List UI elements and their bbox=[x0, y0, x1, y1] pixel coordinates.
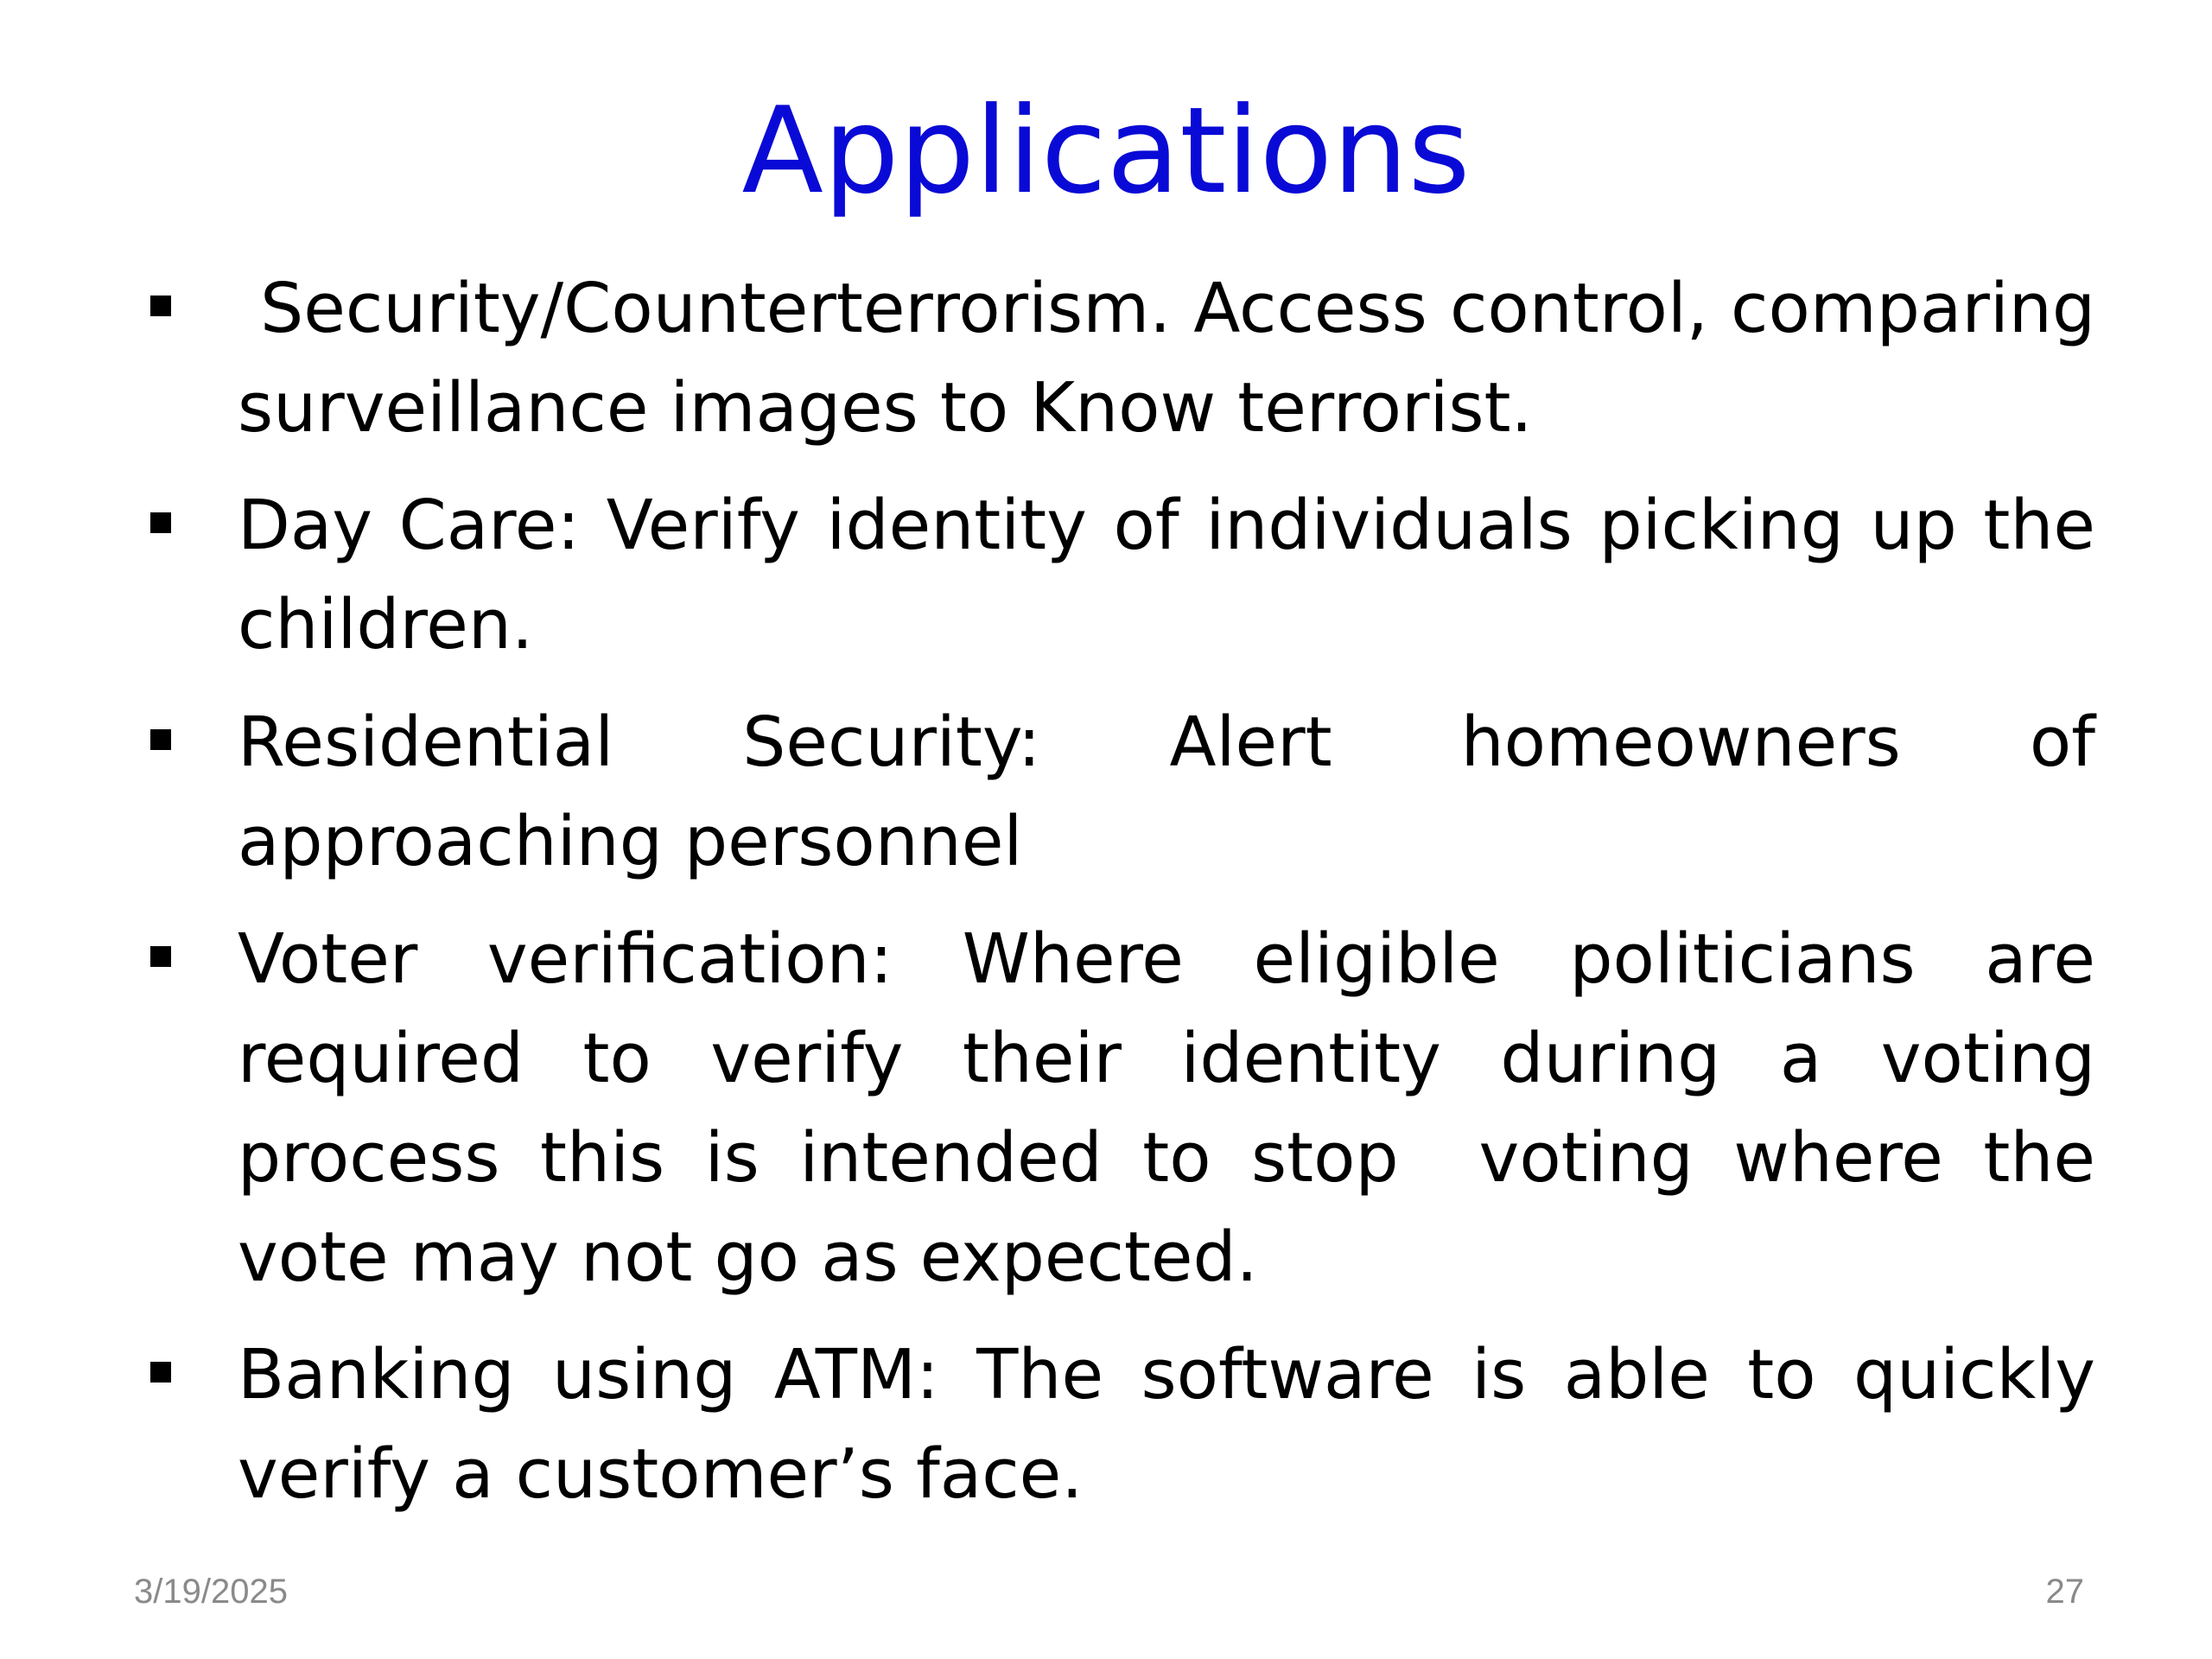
bullet-text: Voter verification: Where eligible politicians are required to verify their identity during a voting process this is intended to stop voting where the vote may not go as expected. bbox=[238, 919, 2118, 1297]
bullet-text: Banking using ATM: The software is able to quickly verify a customer’s face. bbox=[238, 1335, 2095, 1514]
bullet-item bbox=[147, 259, 2118, 458]
bullet-text: Security/Counterterrorism. Access control, comparing surveillance images to Know terrorist. bbox=[238, 269, 2118, 448]
square-bullet-icon bbox=[150, 946, 171, 967]
bullet-item bbox=[147, 693, 2095, 892]
square-bullet-icon bbox=[150, 729, 171, 750]
square-bullet-icon bbox=[150, 1362, 171, 1382]
slide-title: Applications bbox=[741, 81, 1471, 220]
footer-page-number: 27 bbox=[2045, 1573, 2084, 1611]
square-bullet-icon bbox=[150, 512, 171, 533]
bullet-text: Residential Security: Alert homeowners of approaching personnel bbox=[238, 702, 2095, 881]
bullet-item bbox=[147, 1325, 2095, 1524]
square-bullet-icon bbox=[150, 296, 171, 316]
bullet-item bbox=[147, 476, 2095, 675]
bullet-item bbox=[147, 910, 2118, 1307]
footer-date: 3/19/2025 bbox=[134, 1573, 288, 1611]
bullet-list bbox=[147, 259, 2118, 1542]
bullet-text: Day Care: Verify identity of individuals picking up the children. bbox=[238, 486, 2095, 664]
